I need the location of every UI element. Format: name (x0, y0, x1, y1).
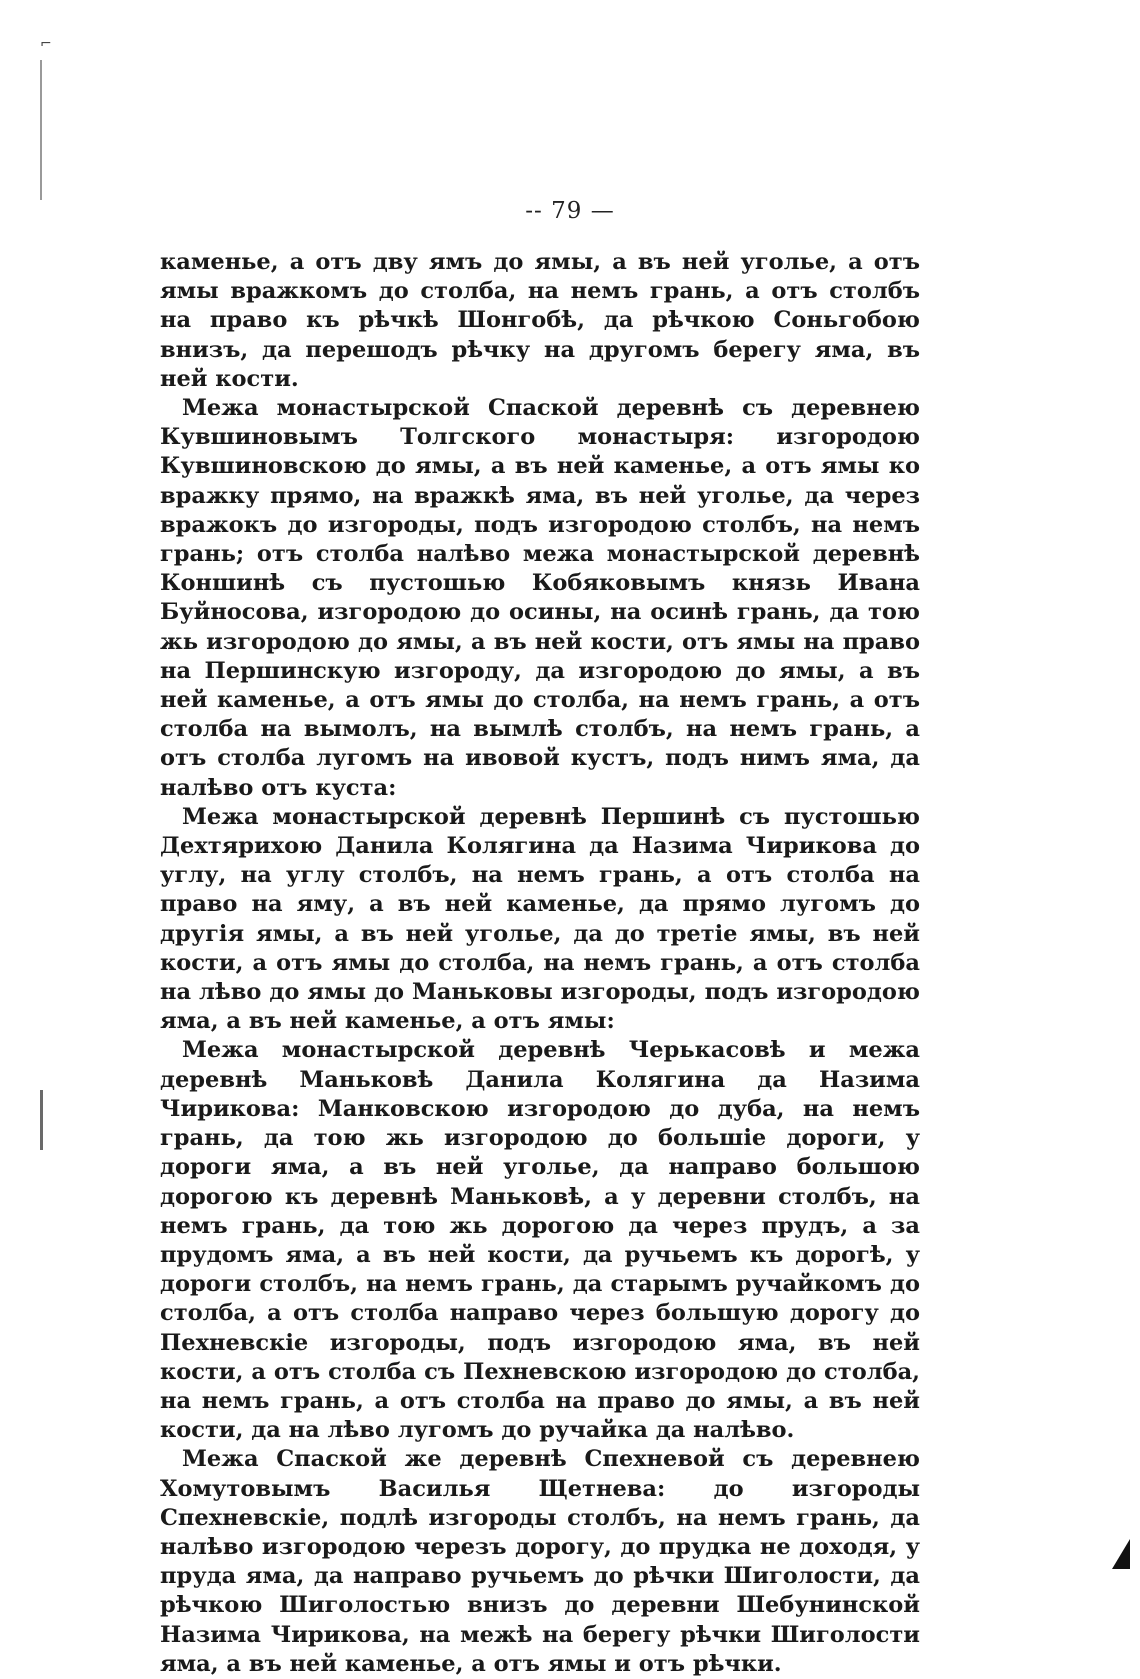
body-text (160, 248, 920, 1679)
scan-edge-mark (40, 60, 42, 200)
paragraph-cherkasovo-mankovo: Межа монастырской деревнѣ Черькасовѣ и межа деревнѣ Маньковѣ Данила Колягина да Назима Чирикова: Манковскою изгородою до дуба, на немъ грань, да тою жь изгородою до большіе дороги, у дороги яма, а въ ней уголье, да направо большою дорогою къ деревнѣ Маньковѣ, а у деревни столбъ, на немъ грань, да тою жь дорогою да через прудъ, а за прудомъ яма, а въ ней кости, да ручьемъ къ дорогѣ, у дороги столбъ, на немъ грань, да старымъ ручайкомъ до столба, а отъ столба направо через большую дорогу до Пехневскіе изгороды, подъ изгородою яма, въ ней кости, а отъ столба съ Пехневскою изгородою до столба, на немъ грань, а отъ столба на право до ямы, а въ ней кости, да на лѣво лугомъ до ручайка да налѣво. (160, 1037, 920, 1444)
paragraph-continuation: каменье, а отъ дву ямъ до ямы, а въ ней уголье, а отъ ямы вражкомъ до столба, на немъ грань, а отъ столбъ на право къ рѣчкѣ Шонгобѣ, да рѣчкою Соньгобою внизъ, да перешодъ рѣчку на другомъ берегу яма, въ ней кости. (160, 249, 920, 392)
paragraph-spekhnevo-khomutovo: Межа Спаской же деревнѣ Спехневой съ деревнею Хомутовымъ Василья Щетнева: до изгороды Спехневскіе, подлѣ изгороды столбъ, на немъ грань, да налѣво изгородою черезъ дорогу, до прудка не доходя, у пруда яма, да направо ручьемъ до рѣчки Шиголости, да рѣчкою Шиголостью внизъ до деревни Шебунинской Назима Чирикова, на межѣ на берегу рѣчки Шиголости яма, а въ ней каменье, а отъ ямы и отъ рѣчки. (160, 1446, 920, 1677)
page-number: -- 79 — (525, 198, 615, 224)
scan-corner-blot (1112, 1539, 1130, 1569)
scan-edge-mark-lower (40, 1090, 43, 1150)
scan-corner-mark: ⌐ (40, 36, 52, 52)
paragraph-spasskaya-kuvshinovo: Межа монастырской Спаской деревнѣ съ деревнею Кувшиновымъ Толгского монастыря: изгородою Кувшиновскою до ямы, а въ ней каменье, а отъ ямы ко вражку прямо, на вражкѣ яма, въ ней уголье, да через вражокъ до изгороды, подъ изгородою столбъ, на немъ грань; отъ столба налѣво межа монастырской деревнѣ Коншинѣ съ пустошью Кобяковымъ князь Ивана Буйносова, изгородою до осины, на осинѣ грань, да тою жь изгородою до ямы, а въ ней кости, отъ ямы на право на Першинскую изгороду, да изгородою до ямы, а въ ней каменье, а отъ ямы до столба, на немъ грань, а отъ столба на вымолъ, на вымлѣ столбъ, на немъ грань, а отъ столба лугомъ на ивовой кустъ, подъ нимъ яма, да налѣво отъ куста: (160, 395, 920, 801)
paragraph-pershino-dekhtyarikha: Межа монастырской деревнѣ Першинѣ съ пустошью Дехтярихою Данила Колягина да Назима Чирикова до углу, на углу столбъ, на немъ грань, а отъ столба на право на яму, а въ ней каменье, да прямо лугомъ до другія ямы, а въ ней уголье, да до третіе ямы, въ ней кости, а отъ ямы до столба, на немъ грань, а отъ столба на лѣво до ямы до Маньковы изгороды, подъ изгородою яма, а въ ней каменье, а отъ ямы: (160, 803, 920, 1035)
